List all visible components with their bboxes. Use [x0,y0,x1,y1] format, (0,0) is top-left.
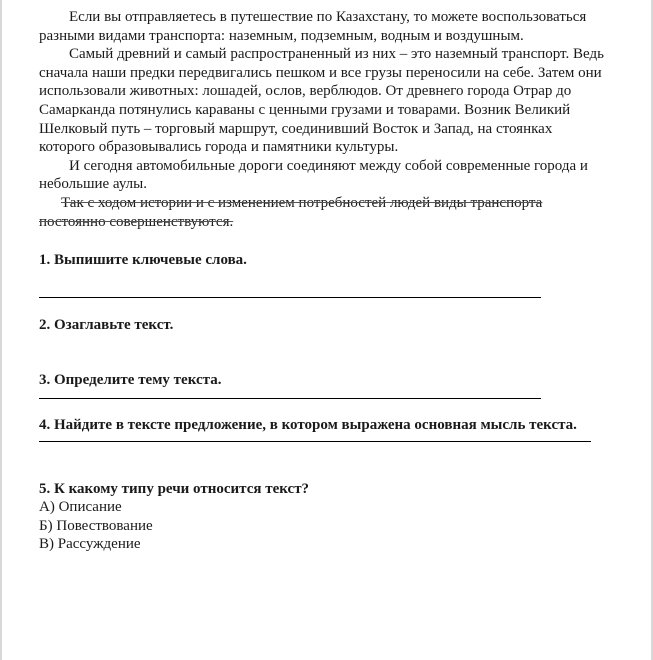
question-2: 2. Озаглавьте текст. [39,316,174,333]
page-border-left [0,0,2,660]
question-3: 3. Определите тему текста. [39,372,222,389]
question-4: 4. Найдите в тексте предложение, в котором выражена основная мысль текста. [39,416,577,433]
text-paragraph-2: Самый древний и самый распространенный из них – это наземный транспорт. Ведь сначала наши предки передвигались пешком и все грузы переносили на себе. Затем они использовали животных: лошадей, ослов, верблюдов. От древнего города Отрар до Самарканда потянулись караваны с ценными грузами и товарами. Возник Великий Шелковый путь – торговый маршрут, соединивший Восток и Запад, на стоянках которого образовывались города и памятники культуры. [39,46,604,156]
question-5: 5. К какому типу речи относится текст? [39,480,310,497]
text-paragraph-4: Так с ходом истории и с изменением потребностей людей виды транспорта постоянно совершенствуются. [39,194,543,230]
worksheet-page [39,8,609,554]
text-paragraph-1: Если вы отправляетесь в путешествие по Казахстану, то можете воспользоваться разными видами транспорта: наземным, подземным, водным и воздушным. [39,9,587,44]
option-a: А) Описание [39,499,122,516]
option-b: Б) Повествование [39,517,153,534]
option-c: В) Рассуждение [39,536,141,553]
question-1: 1. Выпишите ключевые слова. [39,252,247,269]
text-paragraph-3: И сегодня автомобильные дороги соединяют между собой современные города и небольшие аулы. [39,157,588,193]
